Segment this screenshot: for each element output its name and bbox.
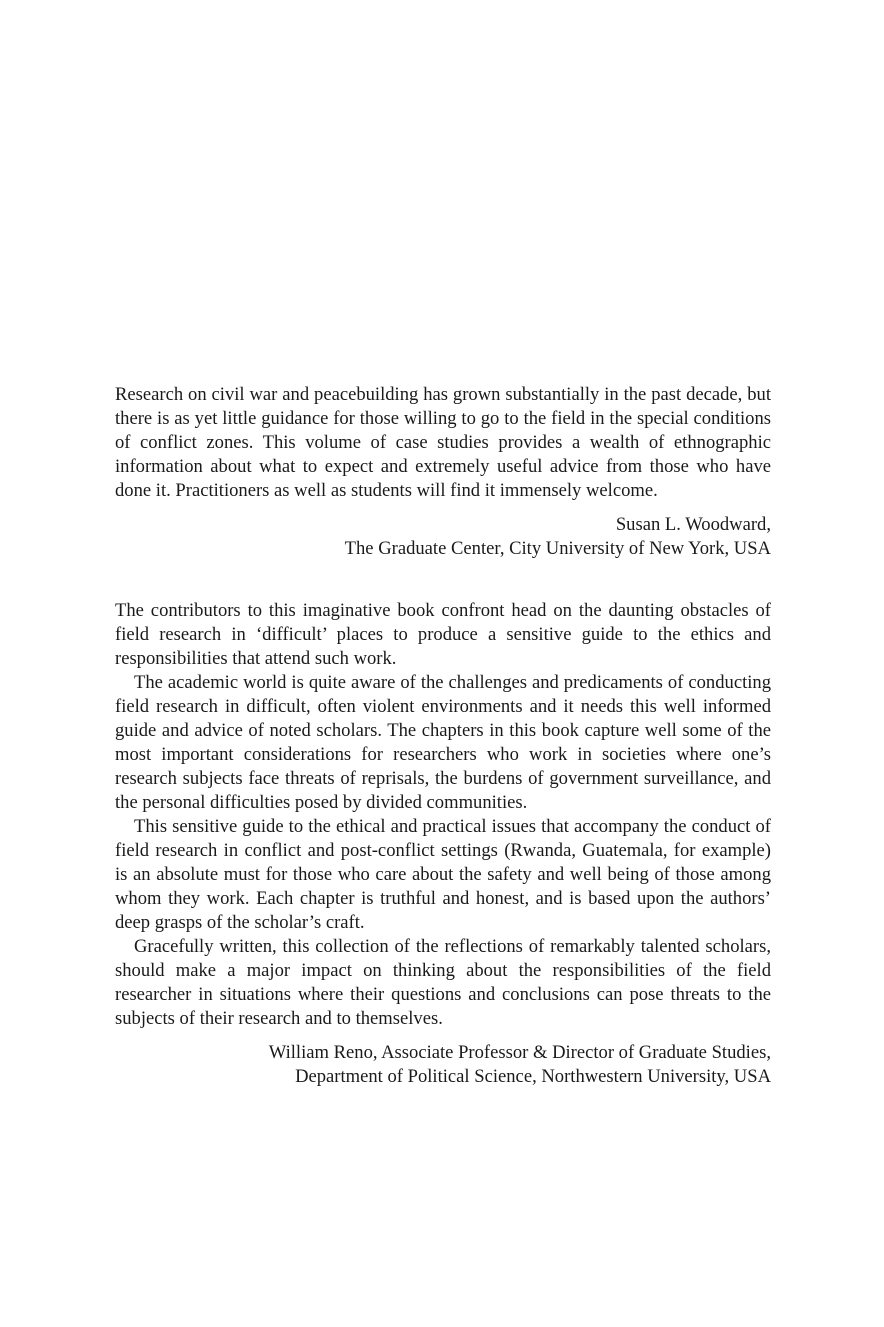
endorsement-attribution (115, 1041, 771, 1089)
endorsement-woodward (115, 383, 771, 561)
endorsement-attribution (115, 513, 771, 561)
endorsement-paragraph: This sensitive guide to the ethical and practical issues that accompany the conduct of field research in conflict and post-conflict settings (Rwanda, Guatemala, for example) is an absolute must for those who care about the safety and well being of those among whom they work. Each chapter is truthful and honest, and is based upon the authors’ deep grasps of the scholar’s craft. (115, 816, 771, 933)
endorsement-paragraph: The academic world is quite aware of the challenges and predicaments of conducting field research in difficult, often violent environments and it needs this well informed guide and advice of noted scholars. The chapters in this book capture well some of the most important considerations for researchers who work in societies where one’s research subjects face threats of reprisals, the burdens of government surveillance, and the personal difficulties posed by divided communities. (115, 672, 771, 813)
endorsement-paragraph: The contributors to this imaginative book confront head on the daunting obstacles of field research in ‘difficult’ places to produce a sensitive guide to the ethics and responsibilities that attend such work. (115, 600, 771, 669)
endorsement-reno (115, 599, 771, 1089)
attribution-affiliation: Department of Political Science, Northwestern University, USA (295, 1066, 771, 1087)
attribution-name: Susan L. Woodward, (615, 514, 771, 535)
attribution-name: William Reno, Associate Professor & Director of Graduate Studies, (268, 1042, 771, 1063)
endorsements-page (115, 383, 771, 1089)
endorsement-paragraph: Research on civil war and peacebuilding has grown substantially in the past decade, but there is as yet little guidance for those willing to go to the field in the special conditions of conflict zones. This volume of case studies provides a wealth of ethnographic information about what to expect and extremely useful advice from those who have done it. Practitioners as well as students will find it immensely welcome. (115, 384, 771, 501)
endorsement-paragraph: Gracefully written, this collection of the reflections of remarkably talented scholars, should make a major impact on thinking about the responsibilities of the field researcher in situations where their questions and conclusions can pose threats to the subjects of their research and to themselves. (115, 936, 771, 1029)
attribution-affiliation: The Graduate Center, City University of New York, USA (344, 538, 771, 559)
